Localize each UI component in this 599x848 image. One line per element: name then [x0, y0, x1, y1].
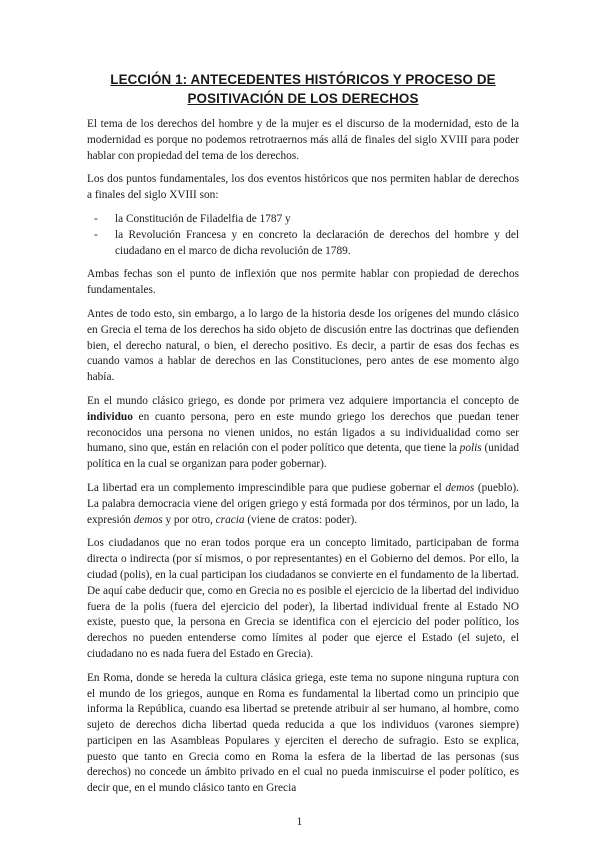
list-item: - la Revolución Francesa y en concreto la declaración de derechos del hombre y del ciudadano en el marco de dicha revolución de 1789.: [94, 228, 519, 257]
bold-term-individuo: individuo: [87, 410, 133, 423]
paragraph-4: Antes de todo esto, sin embargo, a lo largo de la historia desde los orígenes del mundo clásico en Grecia el tema de los derechos ha sido objeto de discusión entre las doctrinas que defienden bien, el derecho natural, o bien, el derecho positivo. Es decir, a partir de esas dos fechas es cuando vamos a hablar de derechos en las Constituciones, pero antes de ese momento algo había.: [87, 307, 519, 384]
paragraph-2: Los dos puntos fundamentales, los dos eventos históricos que nos permiten hablar de derechos a finales del siglo XVIII son:: [87, 173, 519, 202]
italic-term-demos-2: demos: [133, 513, 163, 526]
title-line-2: POSITIVACIÓN DE LOS DERECHOS: [187, 91, 419, 106]
italic-term-cracia: cracia: [215, 513, 245, 526]
italic-term-polis: polis: [459, 442, 482, 455]
list-item-text: la Revolución Francesa y en concreto la declaración de derechos del hombre y del ciudadano en el marco de dicha revolución de 1789.: [115, 228, 519, 257]
paragraph-5: En el mundo clásico griego, es donde por primera vez adquiere importancia el concepto de individuo en cuanto persona, pero en este mundo griego los derechos que puedan tener reconocidos una persona no vienen unidos, no están ligados a su individualidad como ser humano, sino que, están en relación con el poder político que detenta, que tiene la polis (unidad política en la cual se organizan para poder gobernar).: [87, 394, 519, 471]
document-page: [87, 70, 519, 805]
list-item: - la Constitución de Filadelfia de 1787 y: [94, 212, 291, 225]
paragraph-6: La libertad era un complemento imprescindible para que pudiese gobernar el demos (pueblo). La palabra democracia viene del origen griego y está formada por dos términos, por un lado, la expresión demos y por otro, cracia (viene de cratos: poder).: [87, 481, 519, 526]
events-list: [87, 212, 519, 259]
paragraph-8: En Roma, donde se hereda la cultura clásica griega, este tema no supone ninguna ruptura con el mundo de los griegos, aunque en Roma es fundamental la libertad como un principio que informa la República, cuando esa libertad se pretende atribuir al ser humano, al hombre, como sujeto de derechos dicha libertad queda reducida a que los individuos (varones siempre) participen en las Asambleas Populares y ejerciten el derecho de sufragio. Esto se explica, puesto que tanto en Grecia como en Roma la esfera de la libertad de las personas (sus derechos) no concede un ámbito privado en el cual no pueda inmiscuirse el poder político, es decir que, en el mundo clásico tanto en Grecia: [87, 671, 519, 795]
paragraph-3: Ambas fechas son el punto de inflexión que nos permite hablar con propiedad de derechos fundamentales.: [87, 268, 519, 297]
italic-term-demos: demos: [445, 481, 475, 494]
paragraph-1: El tema de los derechos del hombre y de la mujer es el discurso de la modernidad, esto de la modernidad es porque no podemos retrotraernos más allá de finales del siglo XVIII para poder hablar con propiedad del tema de los derechos.: [87, 118, 519, 162]
title-line-1: LECCIÓN 1: ANTECEDENTES HISTÓRICOS Y PROCESO DE: [110, 72, 496, 87]
lesson-title: [87, 70, 519, 108]
paragraph-7: Los ciudadanos que no eran todos porque era un concepto limitado, participaban de forma directa o indirecta (por sí mismos, o por representantes) en el Gobierno del demos. Por ello, la ciudad (polis), en la cual participan los ciudadanos se convierte en el fundamento de la libertad. De aquí cabe deducir que, como en Grecia no es posible el ejercicio de la libertad del individuo fuera de la polis (fuera del ejercicio del poder), la libertad individual frente al Estado NO existe, puesto que, la persona en Grecia se identifica con el ejercicio del poder político, los derechos no pueden entenderse como límites al poder que ejerce el Estado (el sujeto, el ciudadano no es nada fuera del Estado en Grecia).: [87, 537, 519, 660]
page-number: 1: [296, 816, 303, 828]
list-item-text: la Constitución de Filadelfia de 1787 y: [115, 212, 291, 225]
